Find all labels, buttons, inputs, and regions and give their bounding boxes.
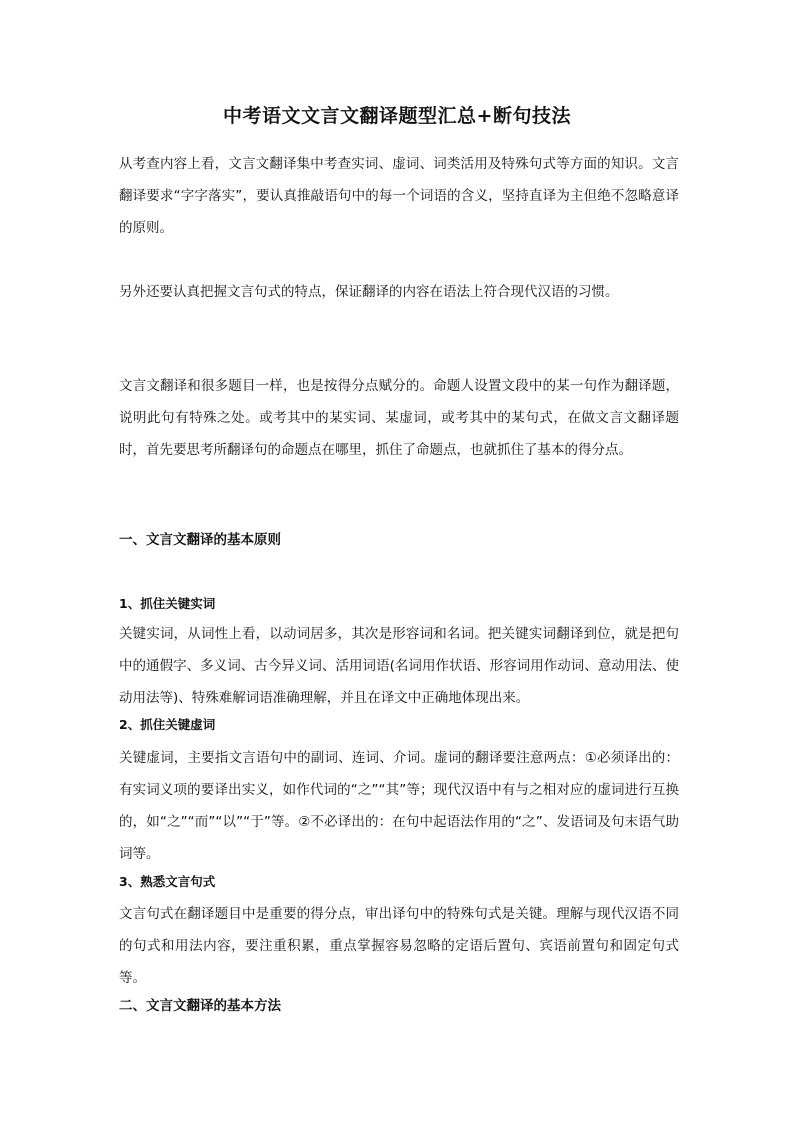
subsection-body: 文言句式在翻译题目中是重要的得分点，审出译句中的特殊句式是关键。理解与现代汉语不同的句式和用法内容，要注重积累，重点掌握容易忽略的定语后置句、宾语前置句和固定句式等。 — [119, 906, 679, 986]
section-heading: 二、文言文翻译的基本方法 — [119, 998, 281, 1014]
subsection-heading: 3、熟悉文言句式 — [119, 874, 216, 889]
subsection-heading: 1、抓住关键实词 — [119, 596, 216, 611]
subsection-body: 关键实词，从词性上看，以动词居多，其次是形容词和名词。把关键实词翻译到位，就是把句中的通假字、多义词、古今异义词、活用词语(名词用作状语、形容词用作动词、意动用法、使动用法等)、特殊难解词语准确理解，并且在译文中正确地体现出来。 — [119, 626, 679, 706]
subsection-heading: 2、抓住关键虚词 — [119, 717, 216, 732]
intro-paragraph: 另外还要认真把握文言句式的特点，保证翻译的内容在语法上符合现代汉语的习惯。 — [119, 284, 619, 300]
subsection-body: 关键虚词，主要指文言语句中的副词、连词、介词。虚词的翻译要注意两点：①必须译出的：有实词义项的要译出实义，如作代词的“之”“其”等；现代汉语中有与之相对应的虚词进行互换的，如“之”“而”“以”“于”等。②不必译出的：在句中起语法作用的“之”、发语词及句末语气助词等。 — [119, 750, 679, 862]
intro-paragraph: 文言文翻译和很多题目一样，也是按得分点赋分的。命题人设置文段中的某一句作为翻译题，说明此句有特殊之处。或考其中的某实词、某虚词，或考其中的某句式，在做文言文翻译题时，首先要思考所翻译句的命题点在哪里，抓住了命题点，也就抓住了基本的得分点。 — [119, 378, 679, 458]
document-title: 中考语文文言文翻译题型汇总+断句技法 — [223, 105, 571, 127]
intro-paragraph: 从考查内容上看，文言文翻译集中考查实词、虚词、词类活用及特殊句式等方面的知识。文言翻译要求“字字落实”，要认真推敲语句中的每一个词语的含义，坚持直译为主但绝不忽略意译的原则。 — [119, 156, 679, 236]
section-heading: 一、文言文翻译的基本原则 — [119, 532, 281, 548]
